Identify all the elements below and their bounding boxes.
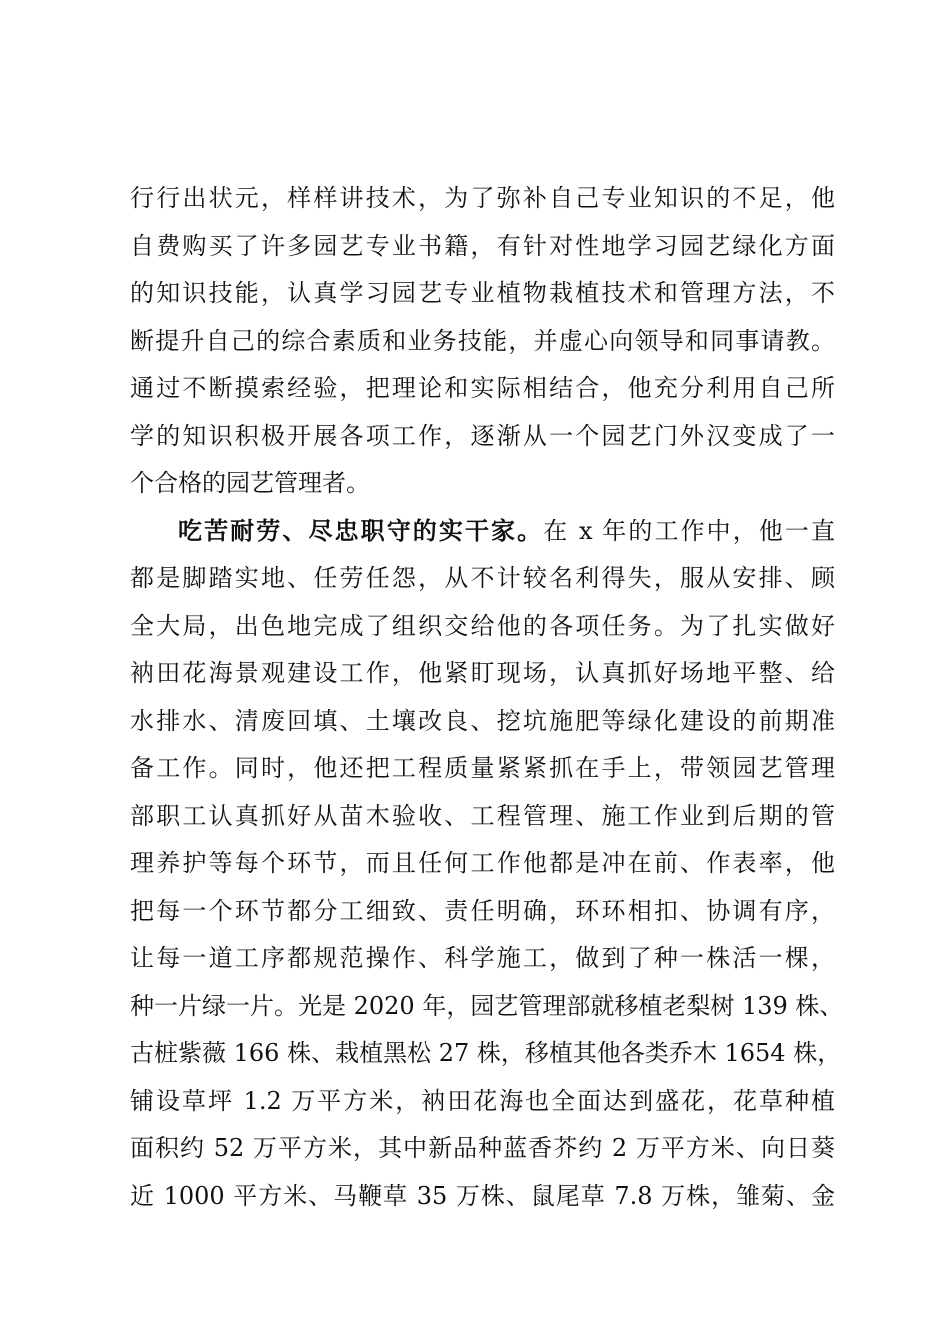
paragraph-2	[130, 508, 844, 1221]
text-line: 种一片绿一片。光是 2020 年，园艺管理部就移植老梨树 139 株、	[130, 991, 844, 1020]
text-line: 古桩紫薇 166 株、栽植黑松 27 株，移植其他各类乔木 1654 株，	[130, 1039, 842, 1067]
text-line: 的知识技能，认真学习园艺专业植物栽植技术和管理方法，不	[130, 279, 835, 307]
text-line: 面积约 52 万平方米，其中新品种蓝香芥约 2 万平方米、向日葵	[130, 1134, 835, 1162]
text-line: 铺设草坪 1.2 万平方米，衲田花海也全面达到盛花，花草种植	[130, 1086, 835, 1115]
paragraph-2-first-line-text: 在 x 年的工作中，他一直	[543, 516, 835, 545]
text-line: 让每一道工序都规范操作、科学施工，做到了种一株活一棵，	[130, 944, 835, 972]
text-line: 近 1000 平方米、马鞭草 35 万株、鼠尾草 7.8 万株，雏菊、金	[130, 1181, 835, 1210]
text-line: 理养护等每个环节，而且任何工作他都是冲在前、作表率，他	[130, 849, 835, 877]
text-line: 断提升自己的综合素质和业务技能，并虚心向领导和同事请教。	[130, 326, 835, 355]
text-line: 都是脚踏实地、任劳任怨，从不计较名利得失，服从安排、顾	[130, 564, 835, 592]
text-line: 备工作。同时，他还把工程质量紧紧抓在手上，带领园艺管理	[130, 754, 835, 782]
text-line: 自费购买了许多园艺专业书籍，有针对性地学习园艺绿化方面	[130, 231, 835, 260]
paragraph-1	[130, 175, 835, 508]
text-line: 行行出状元，样样讲技术，为了弥补自己专业知识的不足，他	[130, 184, 835, 212]
text-line: 个合格的园艺管理者。	[130, 469, 370, 497]
text-line: 部职工认真抓好从苗木验收、工程管理、施工作业到后期的管	[130, 801, 835, 830]
document-body	[130, 175, 844, 1220]
text-line: 通过不断摸索经验，把理论和实际相结合，他充分利用自己所	[130, 374, 835, 402]
text-line: 把每一个环节都分工细致、责任明确，环环相扣、协调有序，	[130, 896, 835, 925]
paragraph-lead-heading: 吃苦耐劳、尽忠职守的实干家。	[178, 516, 544, 545]
text-line: 学的知识积极开展各项工作，逐渐从一个园艺门外汉变成了一	[130, 421, 835, 450]
text-line: 衲田花海景观建设工作，他紧盯现场，认真抓好场地平整、给	[130, 659, 835, 687]
text-line: 全大局，出色地完成了组织交给他的各项任务。为了扎实做好	[130, 611, 835, 640]
paragraph-2-first-line	[130, 508, 835, 556]
text-line: 水排水、清废回填、土壤改良、挖坑施肥等绿化建设的前期准	[130, 706, 835, 735]
